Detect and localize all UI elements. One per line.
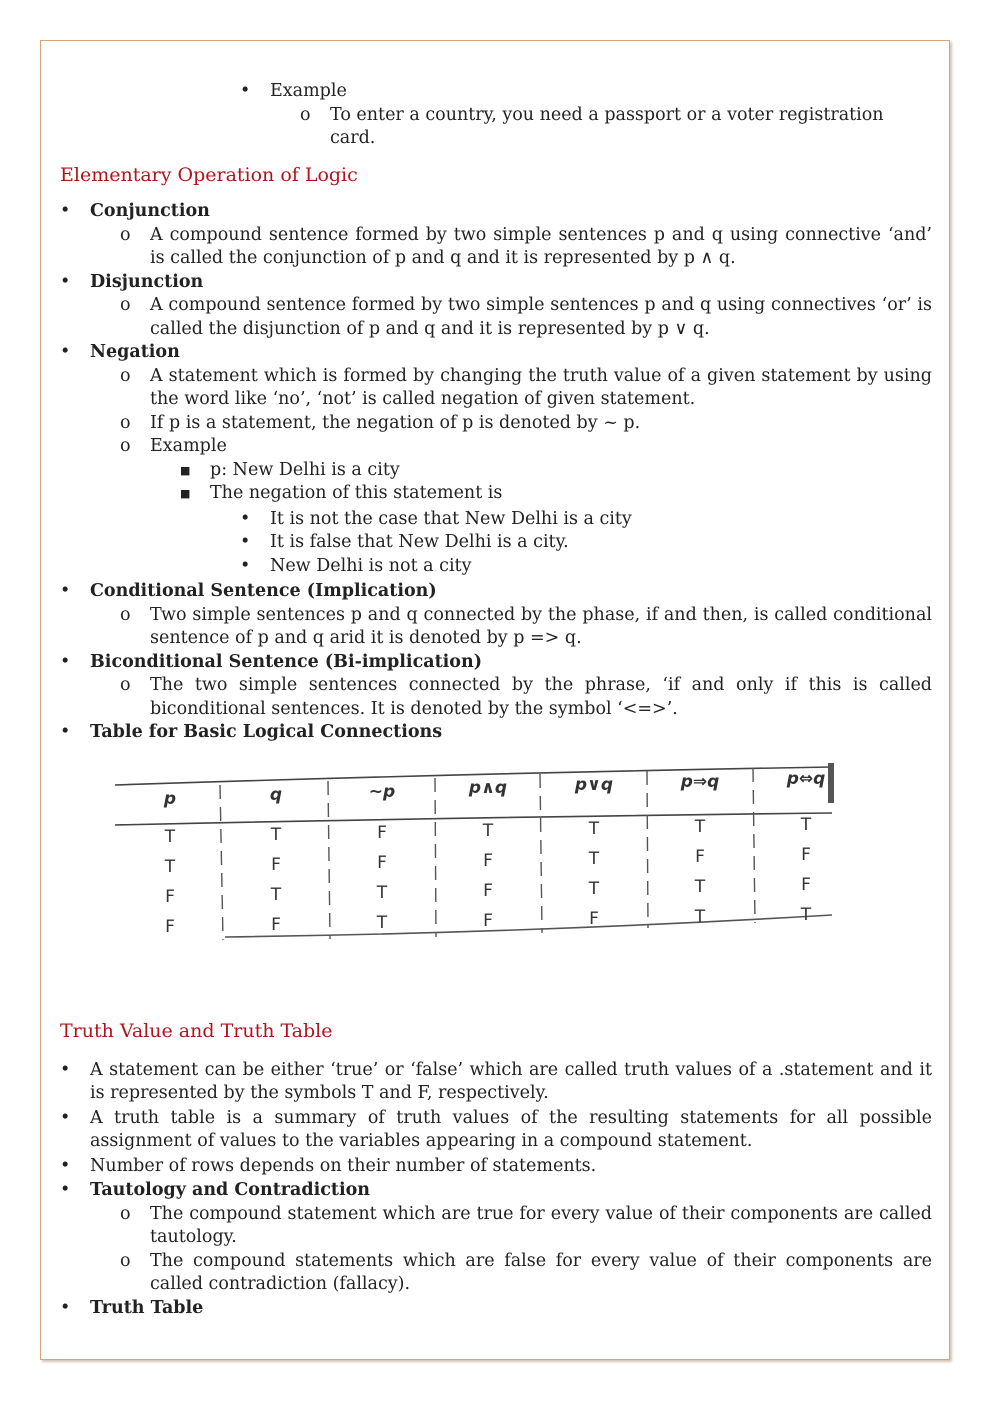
list-item (60, 1203, 932, 1250)
conjunction-title: Conjunction (90, 201, 210, 221)
table-cell: F (483, 851, 493, 871)
list-item (60, 1297, 932, 1321)
truth-value-text-2: A truth table is a summary of truth values of the resulting statements for all possible assignment of values to the variables appearing in a compound statement. (90, 1107, 932, 1151)
table-cell: T (588, 819, 600, 839)
table-title: Table for Basic Logical Connections (90, 722, 443, 742)
bullet-icon: • (60, 1180, 71, 1200)
table-cell: T (376, 913, 388, 933)
negation-example-1: p: New Delhi is a city (210, 459, 400, 480)
table-header-cell: p⇔q (786, 769, 826, 789)
list-item (60, 271, 932, 295)
table-cell: T (164, 827, 176, 847)
conjunction-text: A compound sentence formed by two simple sentences p and q using connective ‘and’ is called the conjunction of p and q and it is represented by p ∧ q. (150, 224, 932, 268)
page-content (60, 80, 932, 745)
list-item (60, 459, 932, 483)
table-cell: F (483, 881, 493, 901)
biconditional-text: The two simple sentences connected by the phrase, ‘if and only if this is called biconditional sentences. It is denoted by the symbol ‘<=>’. (150, 675, 932, 719)
list-item (60, 341, 932, 365)
circle-bullet-icon: o (120, 1203, 131, 1224)
bullet-icon: • (240, 555, 251, 576)
contradiction-text: The compound statements which are false for every value of their components are called contradiction (fallacy). (150, 1250, 932, 1294)
list-item (60, 200, 932, 224)
circle-bullet-icon: o (120, 436, 131, 456)
disjunction-title: Disjunction (90, 271, 204, 292)
negation-case-1: It is not the case that New Delhi is a city (270, 508, 632, 529)
square-bullet-icon: ■ (180, 487, 191, 500)
list-item (60, 674, 932, 721)
bullet-icon: • (60, 1107, 71, 1128)
circle-bullet-icon: o (120, 412, 131, 433)
table-cell: T (694, 817, 706, 837)
table-header-cell: p (163, 789, 177, 809)
page-content-lower (60, 1020, 932, 1320)
bullet-icon: • (240, 508, 251, 529)
tautology-title: Tautology and Contradiction (90, 1180, 371, 1200)
bullet-icon: • (60, 342, 71, 362)
circle-bullet-icon: o (120, 1250, 131, 1271)
list-item (60, 721, 932, 745)
list-item (60, 1059, 932, 1106)
bullet-icon: • (60, 722, 71, 742)
table-header-cell: ~p (368, 782, 396, 802)
truth-table-title: Truth Table (90, 1297, 204, 1318)
example-label: Example (270, 81, 347, 101)
logic-connections-table (110, 755, 850, 955)
table-cell: T (694, 907, 706, 927)
negation-symbol-text: If p is a statement, the negation of p is denoted by ~ p. (150, 412, 641, 433)
operations-list (60, 200, 932, 745)
table-cell: F (801, 845, 811, 865)
disjunction-text: A compound sentence formed by two simple sentences p and q using connectives ‘or’ is called the disjunction of p and q and it is represented by p ∨ q. (150, 295, 932, 339)
table-cell: T (376, 883, 388, 903)
circle-bullet-icon: o (120, 675, 131, 695)
truth-value-text-1: A statement can be either ‘true’ or ‘false’ which are called truth values of a .statement and it is represented by the symbols T and F, respectively. (90, 1059, 932, 1103)
table-cell: F (271, 855, 281, 875)
list-item (60, 80, 932, 104)
table-cell: T (482, 821, 494, 841)
bullet-icon: • (60, 581, 71, 601)
list-item (60, 1179, 932, 1203)
negation-case-2: It is false that New Delhi is a city. (270, 532, 569, 552)
list-item (60, 508, 932, 532)
table-cell: F (165, 917, 175, 937)
table-header-cell: p∨q (574, 775, 614, 795)
table-cell: T (164, 857, 176, 877)
negation-example-label: Example (150, 436, 227, 456)
conditional-title: Conditional Sentence (Implication) (90, 581, 437, 601)
table-header-cell: q (269, 785, 283, 805)
list-item (60, 365, 932, 412)
table-cell: F (377, 823, 387, 843)
square-bullet-icon: ■ (180, 463, 191, 477)
table-cell: T (270, 825, 282, 845)
list-item (60, 1250, 932, 1297)
table-cell: T (270, 885, 282, 905)
table-cell: T (588, 849, 600, 869)
table-cell: F (271, 915, 281, 935)
list-item (60, 294, 932, 341)
circle-bullet-icon: o (120, 365, 131, 386)
list-item (60, 482, 932, 506)
table-header-cell: p∧q (468, 778, 508, 798)
negation-case-3: New Delhi is not a city (270, 555, 472, 576)
list-item (60, 224, 932, 271)
table-cell: F (377, 853, 387, 873)
bullet-icon: • (60, 651, 71, 672)
bullet-icon: • (60, 1297, 71, 1318)
bullet-icon: • (60, 201, 71, 221)
table-cell: T (588, 879, 600, 899)
circle-bullet-icon: o (120, 295, 131, 315)
table-cell: F (483, 911, 493, 931)
tautology-text: The compound statement which are true for every value of their components are called tautology. (150, 1203, 932, 1247)
negation-title: Negation (90, 342, 180, 362)
example-text: To enter a country, you need a passport or a voter registration card. (330, 104, 884, 148)
bullet-icon: • (60, 271, 71, 292)
bullet-icon: • (240, 81, 251, 101)
list-item (60, 435, 932, 459)
table-header-cell: p⇒q (680, 772, 720, 792)
conditional-text: Two simple sentences p and q connected by the phase, if and then, is called conditional sentence of p and q arid it is denoted by p => q. (150, 604, 932, 648)
table-cell: T (800, 815, 812, 835)
table-cell: T (694, 877, 706, 897)
table-cell: F (165, 887, 175, 907)
biconditional-title: Biconditional Sentence (Bi-implication) (90, 651, 482, 672)
section-heading-elementary: Elementary Operation of Logic (60, 163, 358, 186)
truth-value-list (60, 1059, 932, 1321)
bullet-icon: • (60, 1155, 71, 1176)
table-cell: T (800, 905, 812, 925)
truth-value-text-3: Number of rows depends on their number of statements. (90, 1155, 597, 1176)
circle-bullet-icon: o (300, 104, 311, 125)
list-item (60, 580, 932, 604)
bullet-icon: • (240, 532, 251, 552)
table-cell: F (589, 909, 599, 929)
table-cell: F (695, 847, 705, 867)
list-item (60, 651, 932, 675)
list-item (60, 1155, 932, 1179)
top-example-list (60, 80, 932, 151)
list-item (60, 555, 932, 579)
circle-bullet-icon: o (120, 604, 131, 625)
list-item (60, 412, 932, 436)
list-item (60, 1107, 932, 1154)
bullet-icon: • (60, 1059, 71, 1080)
section-heading-truth-value: Truth Value and Truth Table (60, 1020, 333, 1042)
table-cell: F (801, 875, 811, 895)
circle-bullet-icon: o (120, 224, 131, 245)
negation-example-2: The negation of this statement is (210, 483, 503, 503)
negation-text: A statement which is formed by changing the truth value of a given statement by using the word like ‘no’, ‘not’ is called negation of given statement. (150, 365, 932, 409)
list-item (60, 104, 932, 151)
list-item (60, 604, 932, 651)
list-item (60, 531, 932, 555)
